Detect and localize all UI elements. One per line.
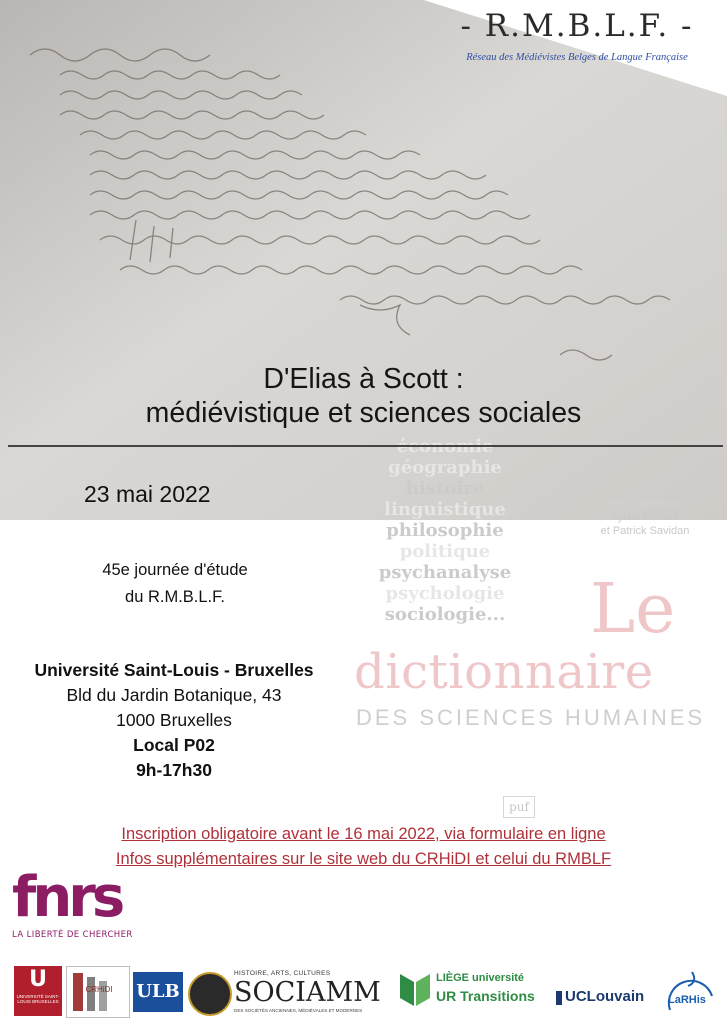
keyword: géographie xyxy=(388,457,502,478)
crhidi-bar-icon xyxy=(87,977,95,1011)
uclouvain-text: UCLouvain xyxy=(565,988,645,1005)
event-date: 23 mai 2022 xyxy=(84,481,211,507)
sociamm-name: SOCIAMM xyxy=(234,977,381,1008)
book-editor: et Patrick Savidan xyxy=(600,525,690,537)
book-title-dictionnaire: dictionnaire xyxy=(354,644,654,700)
keyword: histoire xyxy=(405,478,485,499)
keyword: économie xyxy=(396,436,494,457)
book-editors xyxy=(560,496,727,538)
crhidi-logo xyxy=(66,966,130,1018)
study-day xyxy=(60,557,290,611)
larhis-text: LaRHis xyxy=(668,994,706,1006)
ulb-logo: ULB xyxy=(133,972,183,1012)
usl-text: UNIVERSITÉ SAINT-LOUIS BRUXELLES xyxy=(16,994,60,1004)
event-title xyxy=(0,362,727,430)
fnrs-tagline: LA LIBERTÉ DE CHERCHER xyxy=(12,930,133,940)
keyword: psychologie xyxy=(385,583,505,604)
keyword: linguistique xyxy=(384,499,506,520)
org-title: - R.M.B.L.F. - xyxy=(460,8,694,44)
liege-logo xyxy=(400,970,550,1016)
org-subtitle: Réseau des Médiévistes Belges de Langue Française xyxy=(466,52,688,63)
venue-room: Local P02 xyxy=(133,735,215,755)
study-day-line: 45e journée d'étude xyxy=(102,561,248,579)
liege-emblem-icon xyxy=(400,974,430,1006)
registration-link[interactable]: Inscription obligatoire avant le 16 mai 2022, via formulaire en ligne xyxy=(121,825,606,843)
title-divider xyxy=(8,445,723,447)
header xyxy=(437,8,717,63)
usl-logo xyxy=(14,966,62,1016)
usl-u-icon: U xyxy=(29,967,47,992)
venue-street: Bld du Jardin Botanique, 43 xyxy=(66,685,282,705)
info-link[interactable]: Infos supplémentaires sur le site web du CRHiDI et celui du RMBLF xyxy=(115,850,612,868)
venue-university: Université Saint-Louis - Bruxelles xyxy=(34,660,314,680)
liege-bottom-text: UR Transitions xyxy=(436,988,535,1004)
sociamm-emblem-icon xyxy=(188,972,232,1016)
book-keywords xyxy=(350,436,540,625)
uclouvain-mark-icon xyxy=(556,991,562,1005)
larhis-logo xyxy=(662,966,718,1018)
book-title-sciences: DES SCIENCES HUMAINES xyxy=(356,705,706,730)
venue-city: 1000 Bruxelles xyxy=(116,710,232,730)
title-line: D'Elias à Scott : xyxy=(263,363,464,395)
fnrs-wordmark: fnrs xyxy=(12,865,122,930)
larhis-swirl-icon xyxy=(662,966,718,1018)
book-editor: Sylvie Mesure xyxy=(610,511,680,523)
sociamm-top-text: HISTOIRE, ARTS, CULTURES xyxy=(234,970,331,977)
keyword: sociologie... xyxy=(384,604,506,625)
study-day-line: du R.M.B.L.F. xyxy=(125,588,225,606)
venue-hours: 9h-17h30 xyxy=(136,760,212,780)
keyword: politique xyxy=(399,541,491,562)
uclouvain-logo xyxy=(556,988,652,1010)
sponsor-logos xyxy=(0,962,727,1023)
liege-top-text: LIÈGE université xyxy=(436,972,525,984)
keyword: psychanalyse xyxy=(378,562,512,583)
book-direction-intro: sous la direction de xyxy=(606,498,684,508)
crhidi-text: CRHiDI xyxy=(85,985,113,994)
venue xyxy=(24,658,324,783)
book-title-le: Le xyxy=(590,570,676,649)
title-line: médiévistique et sciences sociales xyxy=(145,397,582,429)
publisher-logo: puf xyxy=(503,796,535,818)
sociamm-logo xyxy=(188,968,388,1016)
sociamm-bottom-text: DES SOCIÉTÉS ANCIENNES, MÉDIÉVALES ET MODERNES xyxy=(234,1008,363,1013)
keyword: philosophie xyxy=(386,520,504,541)
fnrs-logo xyxy=(12,865,133,940)
